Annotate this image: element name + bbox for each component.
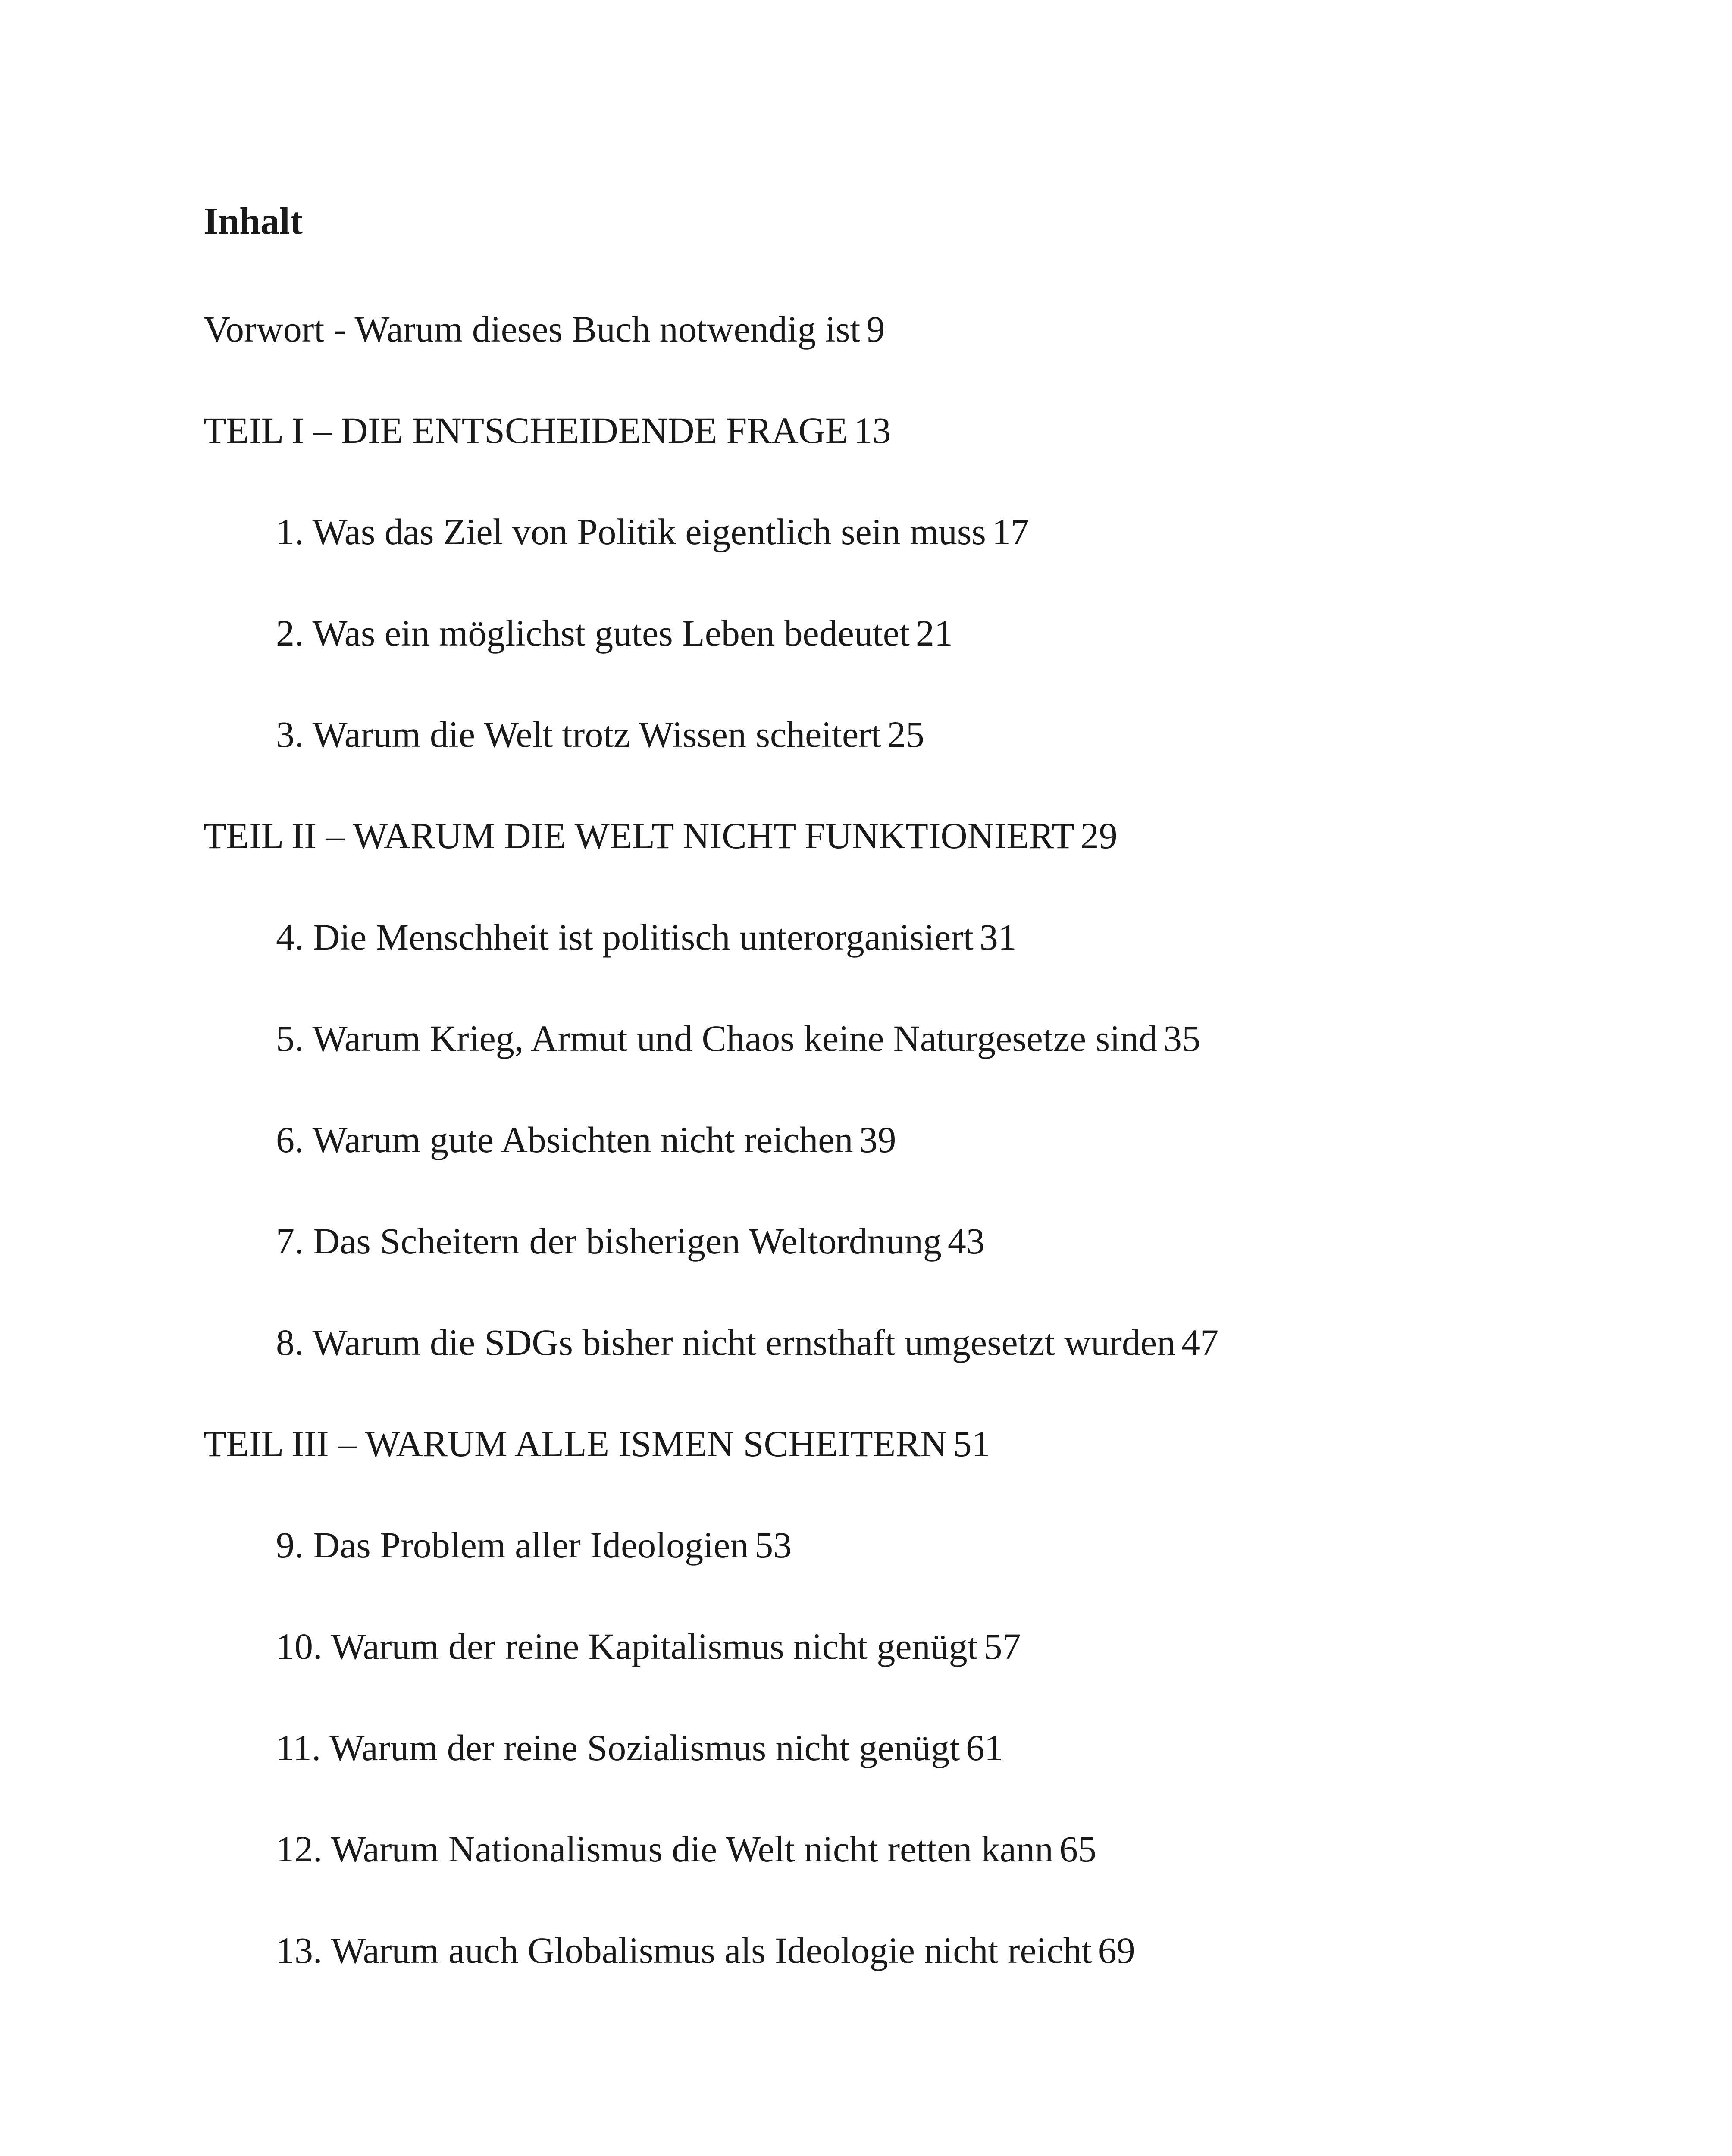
page-number: 31 — [979, 916, 1017, 958]
page-number: 53 — [755, 1524, 792, 1566]
page-number: 35 — [1163, 1018, 1200, 1059]
entry-title: 13. Warum auch Globalismus als Ideologie nicht reicht — [276, 1930, 1092, 1971]
entry-title: TEIL III – WARUM ALLE ISMEN SCHEITERN — [204, 1423, 947, 1464]
toc-heading: Inhalt — [204, 201, 303, 242]
entry-title: TEIL I – DIE ENTSCHEIDENDE FRAGE — [204, 410, 848, 451]
entry-title: 1. Was das Ziel von Politik eigentlich sein muss — [276, 511, 986, 552]
entry-title: TEIL II – WARUM DIE WELT NICHT FUNKTIONIERT — [204, 815, 1074, 856]
entry-title: 12. Warum Nationalismus die Welt nicht retten kann — [276, 1828, 1053, 1870]
page-number: 69 — [1098, 1930, 1135, 1971]
page-number: 9 — [866, 308, 885, 350]
page-number: 29 — [1080, 815, 1118, 856]
entry-title: 10. Warum der reine Kapitalismus nicht genügt — [276, 1626, 978, 1667]
page-number: 21 — [915, 612, 953, 654]
page-number: 57 — [983, 1626, 1021, 1667]
entry-title: Vorwort - Warum dieses Buch notwendig ist — [204, 308, 861, 350]
entry-title: 9. Das Problem aller Ideologien — [276, 1524, 749, 1566]
entry-title: 6. Warum gute Absichten nicht reichen — [276, 1119, 853, 1160]
page-number: 39 — [859, 1119, 896, 1160]
page-number: 47 — [1181, 1322, 1219, 1363]
page-number: 61 — [966, 1727, 1003, 1768]
page-number: 13 — [854, 410, 891, 451]
entry-title: 7. Das Scheitern der bisherigen Weltordnung — [276, 1220, 942, 1262]
entry-title: 2. Was ein möglichst gutes Leben bedeutet — [276, 612, 910, 654]
entry-title: 8. Warum die SDGs bisher nicht ernsthaft umgesetzt wurden — [276, 1322, 1176, 1363]
page-number: 51 — [953, 1423, 990, 1464]
entry-title: 5. Warum Krieg, Armut und Chaos keine Naturgesetze sind — [276, 1018, 1157, 1059]
entry-title: 4. Die Menschheit ist politisch unterorganisiert — [276, 916, 974, 958]
page-number: 65 — [1059, 1828, 1096, 1870]
entry-title: 11. Warum der reine Sozialismus nicht genügt — [276, 1727, 960, 1768]
page-number: 43 — [947, 1220, 985, 1262]
page-number: 17 — [992, 511, 1029, 552]
entry-title: 3. Warum die Welt trotz Wissen scheitert — [276, 714, 881, 755]
page-number: 25 — [887, 714, 924, 755]
